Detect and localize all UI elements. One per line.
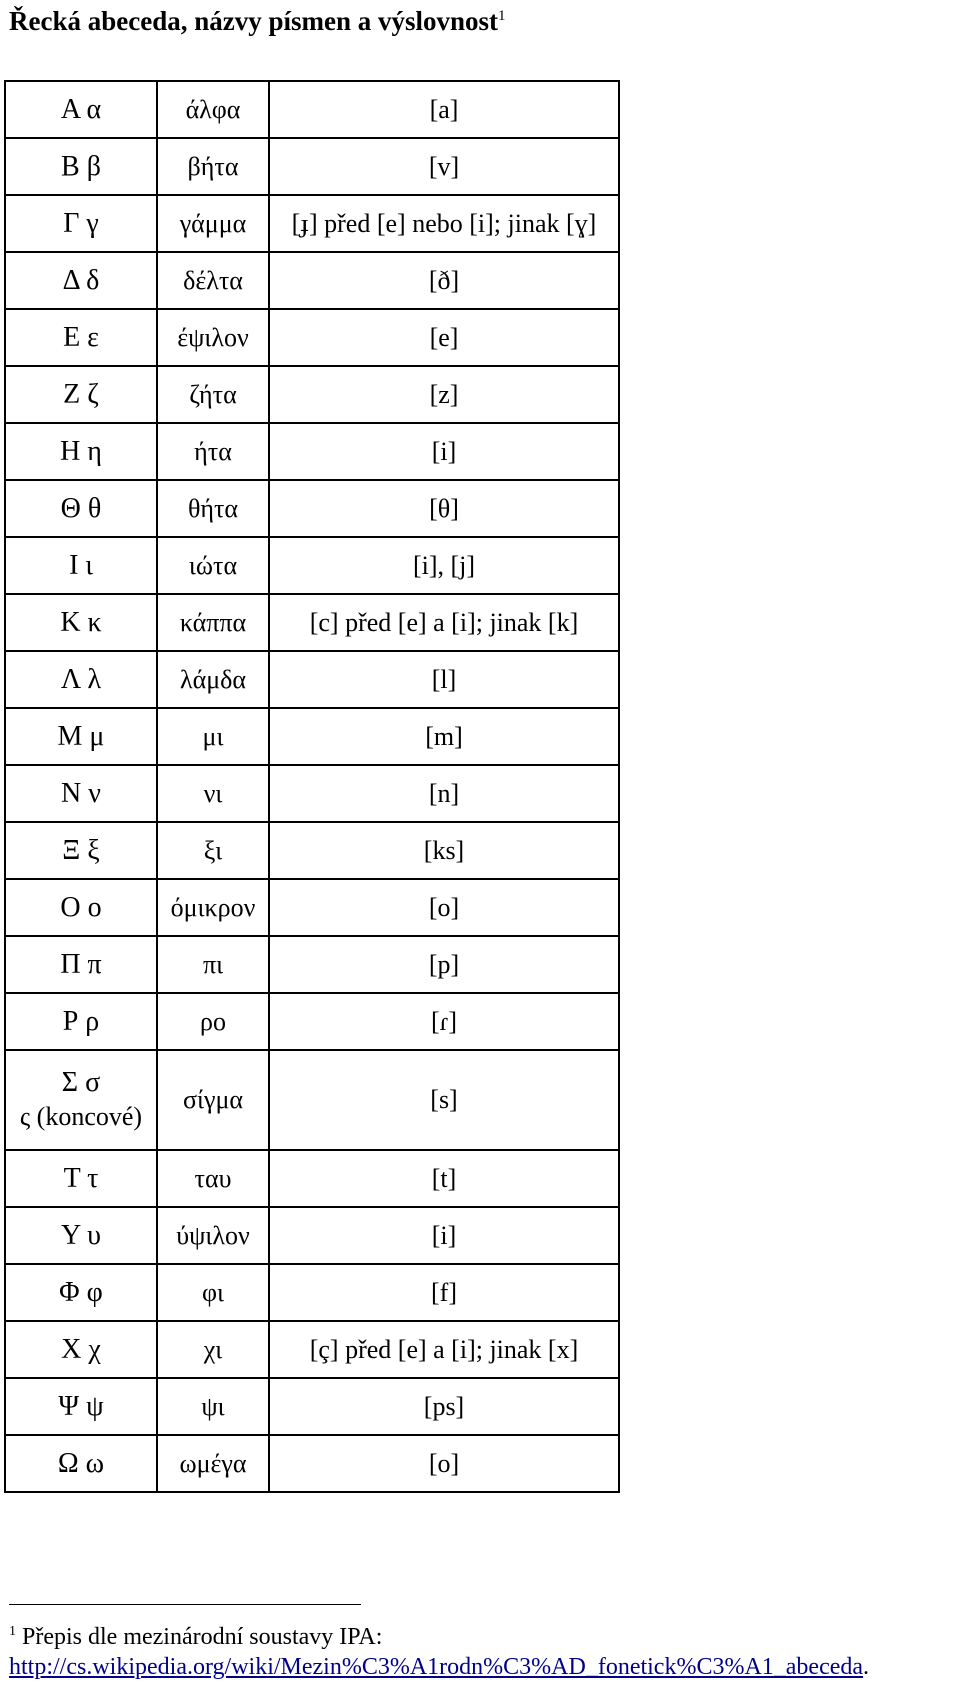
pronunciation-cell: [ç] před [e] a [i]; jinak [x] (269, 1321, 619, 1378)
footnote-separator (9, 1604, 361, 1605)
letter-cell (5, 423, 157, 480)
letter-name-cell: έψιλον (157, 309, 269, 366)
pronunciation-cell: [o] (269, 879, 619, 936)
letter-cell (5, 651, 157, 708)
letter-cell (5, 765, 157, 822)
letter-cell (5, 1264, 157, 1321)
letter-cell (5, 993, 157, 1050)
letter-cell (5, 822, 157, 879)
pronunciation-cell: [l] (269, 651, 619, 708)
table-row (5, 993, 619, 1050)
footnote-text: Přepis dle mezinárodní soustavy IPA: (22, 1624, 383, 1650)
pronunciation-cell: [c] před [e] a [i]; jinak [k] (269, 594, 619, 651)
letter-name-cell: ήτα (157, 423, 269, 480)
letter-cell (5, 537, 157, 594)
letter-glyphs: Ψ ψ (58, 1390, 104, 1422)
letter-cell (5, 1378, 157, 1435)
letter-glyphs: Ν ν (61, 777, 101, 809)
table-row (5, 594, 619, 651)
table-row (5, 879, 619, 936)
letter-cell (5, 309, 157, 366)
pronunciation-cell: [ps] (269, 1378, 619, 1435)
letter-glyphs: Ε ε (63, 321, 99, 353)
pronunciation-cell: [i], [j] (269, 537, 619, 594)
table-row (5, 765, 619, 822)
table-row (5, 822, 619, 879)
letter-glyphs: Χ χ (61, 1333, 101, 1365)
letter-name-cell: δέλτα (157, 252, 269, 309)
letter-name-cell: ξι (157, 822, 269, 879)
letter-name-cell: κάππα (157, 594, 269, 651)
alphabet-table-body (5, 81, 619, 1492)
letter-name-cell: θήτα (157, 480, 269, 537)
pronunciation-cell: [ɟ] před [e] nebo [i]; jinak [ɣ] (269, 195, 619, 252)
letter-name-cell: ρο (157, 993, 269, 1050)
table-row (5, 423, 619, 480)
letter-glyphs: Λ λ (60, 663, 102, 695)
letter-name-cell: ύψιλον (157, 1207, 269, 1264)
table-row (5, 309, 619, 366)
pronunciation-cell: [θ] (269, 480, 619, 537)
letter-name-cell: ταυ (157, 1150, 269, 1207)
letter-glyphs: Φ φ (59, 1276, 103, 1308)
pronunciation-cell: [t] (269, 1150, 619, 1207)
table-row (5, 1150, 619, 1207)
letter-name-cell: άλφα (157, 81, 269, 138)
pronunciation-cell: [z] (269, 366, 619, 423)
letter-name-cell: λάμδα (157, 651, 269, 708)
letter-name-cell: γάμμα (157, 195, 269, 252)
letter-glyphs: Η η (60, 435, 102, 467)
letter-glyphs: Γ γ (63, 207, 99, 239)
letter-name-cell: ιώτα (157, 537, 269, 594)
pronunciation-cell: [n] (269, 765, 619, 822)
table-row (5, 1435, 619, 1492)
table-row (5, 1378, 619, 1435)
letter-cell (5, 252, 157, 309)
letter-cell (5, 594, 157, 651)
letter-glyphs: Κ κ (60, 606, 102, 638)
letter-cell (5, 879, 157, 936)
footnote-line-1 (9, 1622, 869, 1652)
letter-glyphs: Δ δ (62, 264, 100, 296)
letter-name-cell: όμικρον (157, 879, 269, 936)
footnote-line-2 (9, 1652, 869, 1682)
table-row (5, 366, 619, 423)
letter-cell (5, 366, 157, 423)
table-row (5, 1207, 619, 1264)
pronunciation-cell: [ð] (269, 252, 619, 309)
letter-cell (5, 1435, 157, 1492)
letter-glyphs: Π π (60, 948, 102, 980)
letter-glyphs: Ι ι (69, 549, 93, 581)
table-row (5, 936, 619, 993)
letter-cell (5, 81, 157, 138)
table-row (5, 1321, 619, 1378)
letter-cell (5, 936, 157, 993)
letter-cell (5, 480, 157, 537)
letter-glyphs: Θ θ (60, 492, 102, 524)
letter-variant: ς (koncové) (19, 1102, 143, 1131)
table-row (5, 1264, 619, 1321)
pronunciation-cell: [p] (269, 936, 619, 993)
pronunciation-cell: [ɾ] (269, 993, 619, 1050)
letter-cell (5, 1150, 157, 1207)
letter-cell (5, 138, 157, 195)
letter-cell (5, 1207, 157, 1264)
table-row (5, 537, 619, 594)
table-row (5, 1050, 619, 1150)
pronunciation-cell: [f] (269, 1264, 619, 1321)
table-row (5, 81, 619, 138)
letter-glyphs: Ο ο (60, 891, 102, 923)
letter-glyphs: Ζ ζ (63, 378, 99, 410)
letter-name-cell: μι (157, 708, 269, 765)
letter-glyphs: Υ υ (60, 1219, 102, 1251)
pronunciation-cell: [v] (269, 138, 619, 195)
letter-cell (5, 1321, 157, 1378)
letter-name-cell: ψι (157, 1378, 269, 1435)
pronunciation-cell: [m] (269, 708, 619, 765)
letter-name-cell: ωμέγα (157, 1435, 269, 1492)
letter-name-cell: χι (157, 1321, 269, 1378)
letter-name-cell: σίγμα (157, 1050, 269, 1150)
pronunciation-cell: [i] (269, 1207, 619, 1264)
pronunciation-cell: [s] (269, 1050, 619, 1150)
table-row (5, 708, 619, 765)
pronunciation-cell: [e] (269, 309, 619, 366)
pronunciation-cell: [a] (269, 81, 619, 138)
letter-name-cell: βήτα (157, 138, 269, 195)
table-row (5, 138, 619, 195)
letter-glyphs: Ω ω (57, 1447, 105, 1479)
page-title (9, 4, 506, 38)
greek-alphabet-table (4, 80, 620, 1493)
pronunciation-cell: [ks] (269, 822, 619, 879)
pronunciation-cell: [o] (269, 1435, 619, 1492)
table-row (5, 195, 619, 252)
letter-glyphs: Ξ ξ (62, 834, 100, 866)
letter-glyphs: Μ μ (57, 720, 105, 752)
letter-glyphs: Α α (60, 93, 102, 125)
letter-cell (5, 1050, 157, 1150)
letter-name-cell: νι (157, 765, 269, 822)
footnote-link-suffix: . (863, 1654, 870, 1680)
letter-glyphs: Τ τ (63, 1162, 99, 1194)
letter-name-cell: φι (157, 1264, 269, 1321)
letter-name-cell: ζήτα (157, 366, 269, 423)
table-row (5, 252, 619, 309)
letter-glyphs: Β β (61, 150, 101, 182)
footnote-mark: 1 (9, 1624, 16, 1639)
table-row (5, 480, 619, 537)
page-title-text: Řecká abeceda, názvy písmen a výslovnost (9, 6, 499, 36)
footnote (9, 1622, 869, 1682)
letter-cell (5, 195, 157, 252)
pronunciation-cell: [i] (269, 423, 619, 480)
letter-cell (5, 708, 157, 765)
title-footnote-mark: 1 (498, 8, 506, 24)
letter-glyphs: Σ σ (61, 1067, 101, 1098)
letter-glyphs: Ρ ρ (62, 1005, 100, 1037)
letter-name-cell: πι (157, 936, 269, 993)
footnote-link[interactable]: http://cs.wikipedia.org/wiki/Mezin%C3%A1rodn%C3%AD_fonetick%C3%A1_abeceda (9, 1654, 864, 1680)
table-row (5, 651, 619, 708)
